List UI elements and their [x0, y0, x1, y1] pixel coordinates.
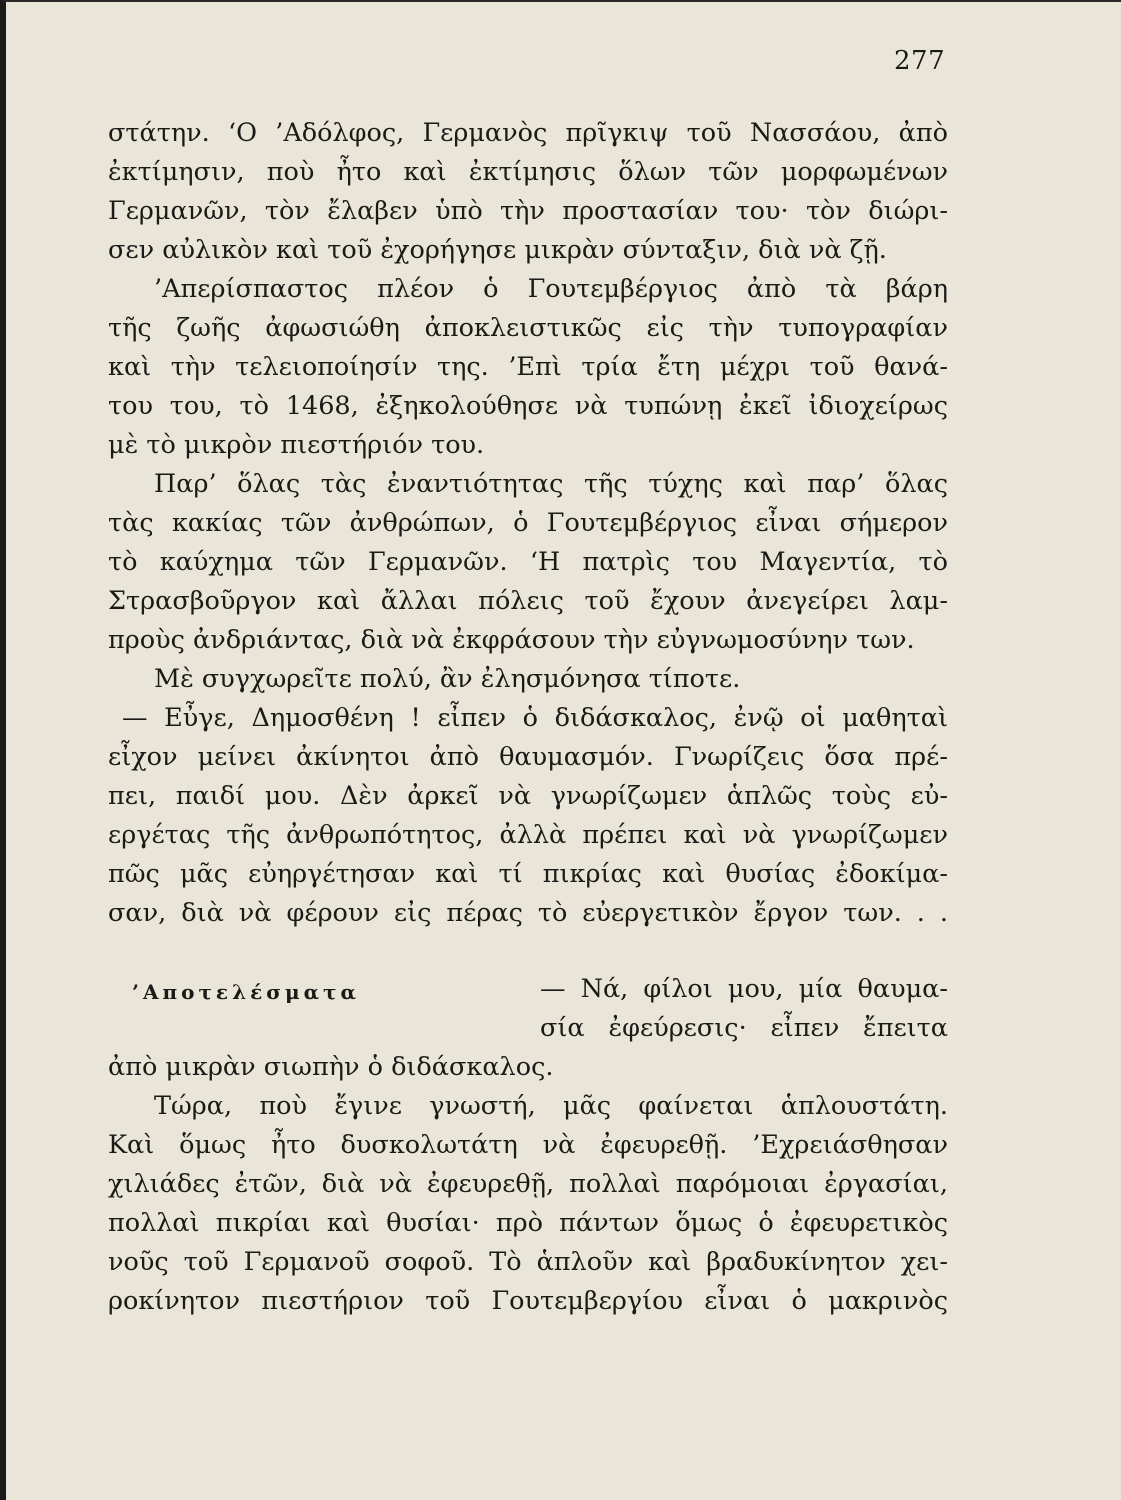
- text-line: Γερμανῶν, τὸν ἔλαβεν ὑπὸ τὴν προστασίαν του· τὸν διώρι-: [108, 196, 948, 226]
- section-row: [108, 970, 948, 1009]
- text-line: Μὲ συγχωρεῖτε πολύ, ἂν ἐλησμόνησα τίποτε.: [154, 664, 741, 694]
- text-line: εἶχον μείνει ἀκίνητοι ἀπὸ θαυμασμόν. Γνωρίζεις ὅσα πρέ-: [108, 742, 948, 772]
- text-line: σεν αὐλικὸν καὶ τοῦ ἐχορήγησε μικρὰν σύνταξιν, διὰ νὰ ζῇ.: [108, 235, 887, 265]
- text-line: ἀπὸ μικρὰν σιωπὴν ὁ διδάσκαλος.: [108, 1052, 554, 1082]
- text-line: τῆς ζωῆς ἀφωσιώθη ἀποκλειστικῶς εἰς τὴν τυπογραφίαν: [108, 313, 948, 343]
- text-line: χιλιάδες ἐτῶν, διὰ νὰ ἐφευρεθῇ, πολλαὶ παρόμοιαι ἐργασίαι,: [108, 1169, 948, 1199]
- text-line: ροκίνητον πιεστήριον τοῦ Γουτεμβεργίου εἶναι ὁ μακρινὸς: [108, 1286, 948, 1316]
- text-line: εργέτας τῆς ἀνθρωπότητος, ἀλλὰ πρέπει καὶ νὰ γνωρίζωμεν: [108, 820, 948, 850]
- text-line: πῶς μᾶς εὐηργέτησαν καὶ τί πικρίας καὶ θυσίας ἐδοκίμα-: [108, 859, 948, 889]
- text-line: νοῦς τοῦ Γερμανοῦ σοφοῦ. Τὸ ἁπλοῦν καὶ βραδυκίνητον χει-: [108, 1247, 948, 1277]
- text-line: σαν, διὰ νὰ φέρουν εἰς πέρας τὸ εὐεργετικὸν ἔργον των. . .: [108, 898, 948, 928]
- section-heading: ’Αποτελέσματα: [132, 980, 360, 1004]
- text-line: Παρ’ ὅλας τὰς ἐναντιότητας τῆς τύχης καὶ παρ’ ὅλας: [154, 469, 948, 499]
- text-line: πολλαὶ πικρίαι καὶ θυσίαι· πρὸ πάντων ὅμως ὁ ἐφευρετικὸς: [108, 1208, 948, 1238]
- text-line: τὸ καύχημα τῶν Γερμανῶν. ‘Η πατρὶς του Μαγεντία, τὸ: [108, 547, 948, 577]
- section-gap: [108, 933, 948, 970]
- text-line: Καὶ ὅμως ἦτο δυσκολωτάτη νὰ ἐφευρεθῇ. ’Εχρειάσθησαν: [108, 1130, 948, 1160]
- text-line: πει, παιδί μου. Δὲν ἀρκεῖ νὰ γνωρίζωμεν ἁπλῶς τοὺς εὐ-: [108, 781, 948, 811]
- text-line: σία ἐφεύρεσις· εἶπεν ἔπειτα: [540, 1013, 948, 1043]
- text-line: ἐκτίμησιν, ποὺ ἦτο καὶ ἐκτίμησις ὅλων τῶν μορφωμένων: [108, 157, 948, 187]
- body-text: [108, 114, 948, 1321]
- text-line: καὶ τὴν τελειοποίησίν της. ’Επὶ τρία ἔτη μέχρι τοῦ θανά-: [108, 352, 948, 382]
- text-line: τὰς κακίας τῶν ἀνθρώπων, ὁ Γουτεμβέργιος εἶναι σήμερον: [108, 508, 948, 538]
- text-line: του του, τὸ 1468, ἐξηκολούθησε νὰ τυπώνῃ ἐκεῖ ἰδιοχείρως: [108, 391, 948, 421]
- text-line: Στρασβοῦργον καὶ ἄλλαι πόλεις τοῦ ἔχουν ἀνεγείρει λαμ-: [108, 586, 948, 616]
- text-line: προὺς ἀνδριάντας, διὰ νὰ ἐκφράσουν τὴν εὐγνωμοσύνην των.: [108, 625, 915, 655]
- text-line: ’Απερίσπαστος πλέον ὁ Γουτεμβέργιος ἀπὸ τὰ βάρη: [154, 274, 948, 304]
- text-line: Τώρα, ποὺ ἔγινε γνωστή, μᾶς φαίνεται ἁπλουστάτη.: [154, 1091, 948, 1121]
- page-number: 277: [894, 46, 946, 76]
- text-line: — Νά, φίλοι μου, μία θαυμα-: [540, 974, 948, 1004]
- text-line: στάτην. ‘Ο ’Αδόλφος, Γερμανὸς πρῖγκιψ τοῦ Νασσάου, ἀπὸ: [108, 118, 948, 148]
- text-line: — Εὖγε, Δημοσθένη ! εἶπεν ὁ διδάσκαλος, ἐνῷ οἱ μαθηταὶ: [122, 703, 948, 733]
- section-row: [108, 1009, 948, 1048]
- text-line: μὲ τὸ μικρὸν πιεστήριόν του.: [108, 430, 485, 460]
